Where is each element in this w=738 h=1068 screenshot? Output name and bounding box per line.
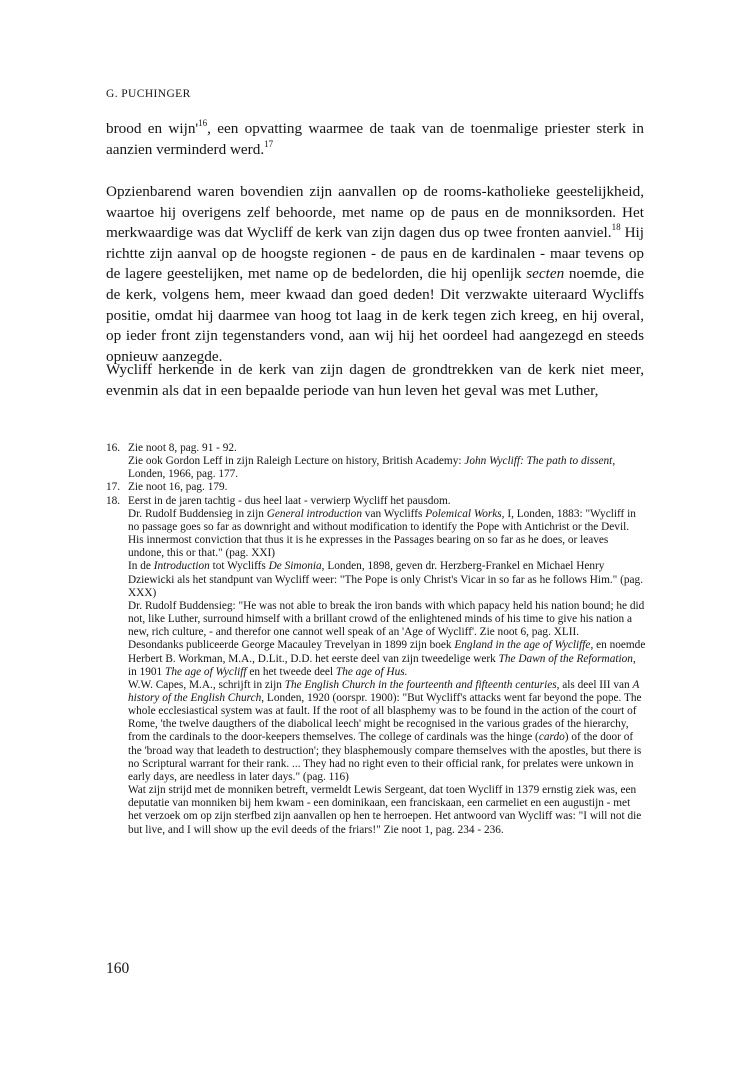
footnote-line bbox=[128, 639, 646, 678]
paragraph-3 bbox=[106, 360, 644, 401]
footnote-italic: cardo bbox=[538, 731, 565, 744]
footnote-span: tot Wycliffs bbox=[209, 560, 269, 573]
footnote-span: , in 1901 bbox=[128, 652, 636, 678]
footnote-line: Zie noot 16, pag. 179. bbox=[128, 481, 228, 494]
footnote-italic: The age of Wycliff bbox=[165, 665, 247, 678]
footnote-span: , Londen, 1966, pag. 177. bbox=[128, 455, 616, 481]
footnote-ref-18: 18 bbox=[611, 222, 621, 233]
footnote-span: ) of the door of the 'broad way that leadeth to destruction'; they blasphemously compare themselves with the apostles, but there is no Scriptural warrant for their rank. ... They had no right even to their official rank, for prelates were unkown in early days, are needless in later days." (pag. 116) bbox=[128, 731, 642, 783]
footnote-italic: A history of the English Church bbox=[128, 678, 640, 704]
footnote-span: en het tweede deel bbox=[246, 665, 336, 678]
footnote-italic: John Wycliff: The path to dissent bbox=[464, 455, 613, 468]
footnote-line bbox=[128, 560, 646, 599]
footnote-span: W.W. Capes, M.A., schrijft in zijn bbox=[128, 678, 285, 691]
footnote-number: 17. bbox=[106, 481, 121, 494]
footnote-17 bbox=[106, 481, 646, 494]
footnote-line: Wat zijn strijd met de monniken betreft, vermeldt Lewis Sergeant, dat toen Wycliff in 1379 ernstig ziek was, een deputatie van monniken bij hem kwam - een dominikaan, een franciskaan, een carmeliet en een augustijn - met het verzoek om op zijn sterfbed zijn aanvallen op hen te herroepen. Het antwoord van Wycliff was: "I will not die but live, and I will show up the evil deeds of the friars!" Zie noot 1, pag. 234 - 236. bbox=[128, 784, 642, 836]
footnote-line: Zie noot 8, pag. 91 - 92. bbox=[128, 442, 237, 454]
p2-emphasis: secten bbox=[526, 265, 565, 283]
footnote-line bbox=[128, 508, 646, 561]
running-header: G. PUCHINGER bbox=[106, 88, 191, 100]
p2-text-b: Hij richtte zijn aanval op de hoogste regionen - de paus en de kardinalen - maar tevens op de lagere geestelijken, met name op de bedelorden, die hij openlijk bbox=[106, 224, 644, 283]
p1-text-a: brood en wijn' bbox=[106, 120, 199, 137]
p2-text-c: noemde, die de kerk, volgens hem, meer kwaad dan goed deden! Dit verzwakte uiteraard Wycliffs positie, omdat hij daarmee van hoog tot laag in de kerk tegen zich kreeg, en hij overal, op ieder front zijn tegenstanders vond, aan wij hij het oordeel had aangezegd en steeds opnieuw aanzegde. bbox=[106, 265, 644, 365]
footnote-span: van Wycliffs bbox=[361, 507, 426, 520]
footnote-span: Dr. Rudolf Buddensieg in zijn bbox=[128, 507, 267, 520]
footnote-line: Dr. Rudolf Buddensieg: "He was not able to break the iron bands with which papacy held his nation bound; he did not, like Luther, surround himself with a brillant crowd of the enlightened minds of his time to give his nation a new, rich culture, - and therefor one cannot well speak of an 'Age of Wycliff'. Zie noot 6, pag. XLII. bbox=[128, 599, 645, 639]
footnote-number: 18. bbox=[106, 494, 121, 507]
footnote-italic: The age of Hus. bbox=[335, 665, 408, 678]
footnote-italic: The Dawn of the Reformation bbox=[498, 652, 633, 665]
footnote-span: , Londen, 1920 (oorspr. 1900): "But Wycliff's attacks went far beyond the pope. The whole ecclesiastical system was at fault. If the root of all blasphemy was to be found in the action of the court of Rome, 'the twelve daugthers of the diabolical leech' might be recognised in the various grades of the hierarchy, from the cardinals to the door-keepers themselves. The college of cardinals was the hinge ( bbox=[128, 691, 642, 744]
footnote-18 bbox=[106, 495, 646, 837]
footnote-number: 16. bbox=[106, 442, 121, 454]
footnote-16 bbox=[106, 442, 646, 481]
footnote-italic: England in the age of Wycliffe bbox=[454, 639, 591, 652]
footnote-span: , als deel III van bbox=[556, 678, 633, 691]
footnotes bbox=[106, 442, 646, 837]
footnote-italic: Polemical Works bbox=[425, 507, 502, 520]
footnote-line: Eerst in de jaren tachtig - dus heel laat - verwierp Wycliff het pausdom. bbox=[128, 494, 451, 507]
footnote-italic: Introduction bbox=[153, 560, 210, 573]
footnote-span: Desondanks publiceerde George Macauley Trevelyan in 1899 zijn boek bbox=[128, 639, 455, 652]
footnote-line bbox=[128, 679, 646, 784]
p1-text-b: , een opvatting waarmee de taak van de toenmalige priester sterk in aanzien verminderd werd. bbox=[106, 120, 644, 158]
footnote-span: Zie ook Gordon Leff in zijn Raleigh Lecture on history, British Academy: bbox=[128, 455, 465, 468]
footnote-line bbox=[128, 455, 646, 481]
footnote-span: , I, Londen, 1883: "Wycliff in no passage goes so far as downright and without modification to identify the Pope with Antichrist or the Devil. His innermost conviction that thus it is he expresses in the Passages bearing on so far as he does, or leaves undone, this or that." (pag. XXI) bbox=[128, 507, 636, 560]
page-number: 160 bbox=[106, 960, 130, 977]
footnote-italic: The English Church in the fourteenth and fifteenth centuries bbox=[284, 678, 557, 691]
footnote-span: , Londen, 1898, geven dr. Herzberg-Frankel en Michael Henry Dziewicki als het standpunt van Wycliff weer: "The Pope is only Christ's Vicar in so far as he follows Him." (pag. XXX) bbox=[128, 560, 644, 599]
paragraph-2 bbox=[106, 182, 644, 367]
footnote-italic: De Simonia bbox=[268, 560, 322, 573]
footnote-ref-16: 16 bbox=[198, 117, 208, 128]
footnote-span: , en noemde Herbert B. Workman, M.A., D.Lit., D.D. het eerste deel van zijn tweedelige werk bbox=[128, 639, 646, 665]
footnote-ref-17: 17 bbox=[264, 138, 274, 149]
p3-text: Wycliff herkende in de kerk van zijn dagen de grondtrekken van de kerk niet meer, evenmin als dat in een bepaalde periode van hun leven het geval was met Luther, bbox=[106, 361, 644, 399]
footnote-italic: General introduction bbox=[266, 507, 362, 520]
footnote-span: In de bbox=[128, 560, 154, 573]
p2-text-a: Opzienbarend waren bovendien zijn aanvallen op de rooms-katholieke geestelijkheid, waartoe hij overigens zelf behoorde, met name op de paus en de monniksorden. Het merkwaardige was dat Wycliff de kerk van zijn dagen dus op twee fronten aanviel. bbox=[106, 183, 644, 242]
paragraph-1 bbox=[106, 119, 644, 160]
